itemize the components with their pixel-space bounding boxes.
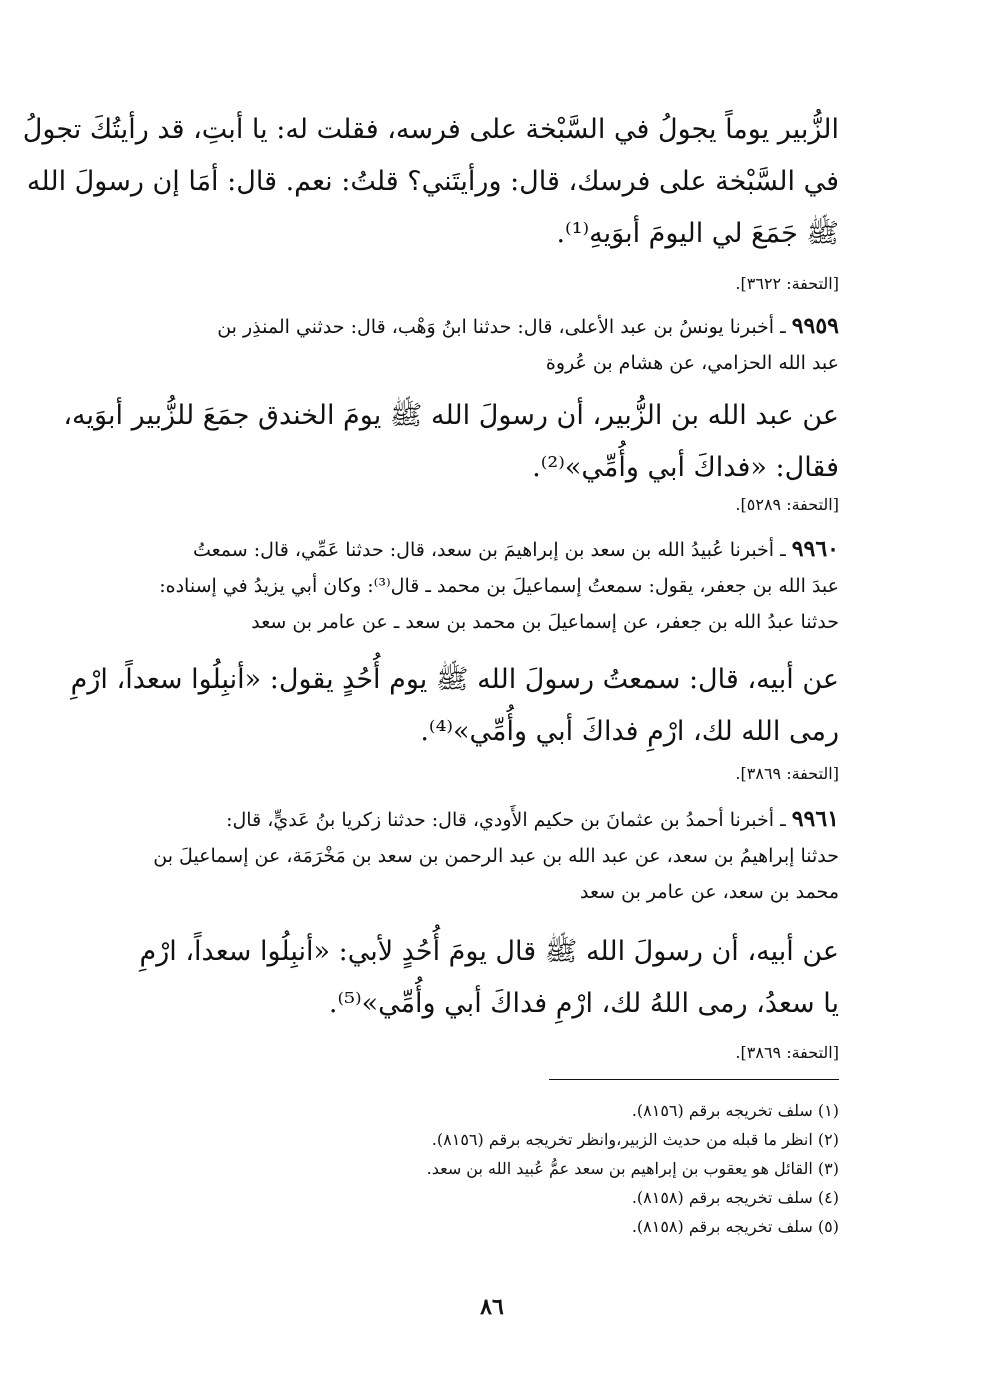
tuhfa-reference: [التحفة: ٣٨٦٩]. bbox=[735, 1043, 839, 1062]
text-line: رمى الله لك، ارْمِ فداكَ أبي وأُمِّي»⁽⁴⁾. bbox=[420, 716, 839, 747]
text-line: الزُّبير يوماً يجولُ في السَّبْخة على فرسه، فقلت له: يا أبتِ، قد رأيتُكَ تجولُ bbox=[22, 114, 839, 145]
text-line: فقال: «فداكَ أبي وأُمِّي»⁽²⁾. bbox=[532, 452, 839, 483]
chain-line: عبد الله الحزامي، عن هشام بن عُروة bbox=[545, 352, 839, 374]
hadith-9959-text bbox=[63, 390, 839, 494]
hadith-9961-text bbox=[139, 926, 839, 1030]
page-number: ٨٦ bbox=[480, 1294, 504, 1320]
hadith-number: ٩٩٥٩ bbox=[791, 313, 839, 339]
tuhfa-reference: [التحفة: ٥٢٨٩]. bbox=[735, 495, 839, 514]
chain-line: محمد بن سعد، عن عامر بن سعد bbox=[580, 881, 839, 903]
hadith-9959-chain bbox=[139, 308, 839, 381]
hadith-number: ٩٩٦٠ bbox=[791, 536, 839, 562]
chain-line: ٩٩٦١ ـ أخبرنا أحمدُ بن عثمانَ بن حكيم الأَودي، قال: حدثنا زكريا بنُ عَديٍّ، قال: bbox=[226, 806, 839, 832]
hadith-9961-chain bbox=[139, 801, 839, 910]
tuhfa-reference: [التحفة: ٣٨٦٩]. bbox=[735, 764, 839, 783]
footnote: (١) سلف تخريجه برقم (٨١٥٦). bbox=[631, 1101, 839, 1120]
chain-line: ٩٩٦٠ ـ أخبرنا عُبيدُ الله بن سعد بن إبراهيمَ بن سعد، قال: حدثنا عَمِّي، قال: سمعتُ bbox=[192, 536, 839, 562]
text-line: يا سعدُ، رمى اللهُ لك، ارْمِ فداكَ أبي وأُمِّي»⁽⁵⁾. bbox=[328, 988, 839, 1019]
hadith-9960-chain bbox=[139, 531, 839, 640]
footnote: (٣) القائل هو يعقوب بن إبراهيم بن سعد عمُّ عُبيد الله بن سعد. bbox=[426, 1159, 839, 1178]
footnotes bbox=[279, 1096, 839, 1241]
hadith-9960-text bbox=[70, 654, 839, 758]
text-line: في السَّبْخة على فرسك، قال: ورأيتَني؟ قلتُ: نعم. قال: أمَا إن رسولَ الله bbox=[26, 166, 839, 197]
chain-line: عبدَ الله بن جعفر، يقول: سمعتُ إسماعيلَ بن محمد ـ قال⁽³⁾: وكان أبي يزيدُ في إسناده: bbox=[159, 575, 839, 597]
footnote: (٤) سلف تخريجه برقم (٨١٥٨). bbox=[631, 1188, 839, 1207]
paragraph-continuation bbox=[22, 104, 839, 260]
footnote: (٢) انظر ما قبله من حديث الزبير،وانظر تخريجه برقم (٨١٥٦). bbox=[431, 1130, 839, 1149]
tuhfa-reference: [التحفة: ٣٦٢٢]. bbox=[735, 274, 839, 293]
hadith-number: ٩٩٦١ bbox=[791, 806, 839, 832]
chain-line: حدثنا عبدُ الله بن جعفر، عن إسماعيلَ بن محمد بن سعد ـ عن عامر بن سعد bbox=[251, 611, 839, 633]
text-line: عن أبيه، أن رسولَ الله ﷺ قال يومَ أُحُدٍ لأبي: «أنبِلُوا سعداً، ارْمِ bbox=[139, 936, 839, 967]
text-line: عن أبيه، قال: سمعتُ رسولَ الله ﷺ يوم أُحُدٍ يقول: «أنبِلُوا سعداً، ارْمِ bbox=[70, 664, 839, 695]
text-line: عن عبد الله بن الزُّبير، أن رسولَ الله ﷺ يومَ الخندق جمَعَ للزُّبير أبوَيه، bbox=[63, 400, 839, 431]
chain-line: حدثنا إبراهيمُ بن سعد، عن عبد الله بن عبد الرحمن بن سعد بن مَخْرَمَة، عن إسماعيلَ بن bbox=[153, 845, 839, 867]
footnote-separator bbox=[549, 1079, 839, 1080]
footnote: (٥) سلف تخريجه برقم (٨١٥٨). bbox=[631, 1217, 839, 1236]
text-line: ﷺ جَمَعَ لي اليومَ أبوَيهِ⁽¹⁾. bbox=[556, 218, 839, 249]
chain-line: ٩٩٥٩ ـ أخبرنا يونسُ بن عبد الأعلى، قال: حدثنا ابنُ وَهْب، قال: حدثني المنذِر بن bbox=[217, 313, 839, 339]
